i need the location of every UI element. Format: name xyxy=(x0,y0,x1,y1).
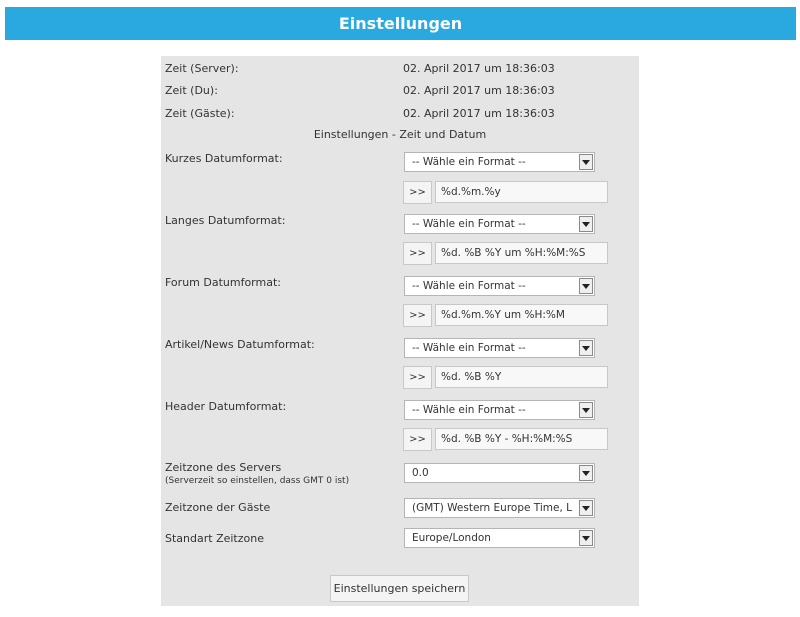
long-date-format-select-value: -- Wähle ein Format -- xyxy=(412,218,526,230)
short-date-format-select[interactable] xyxy=(404,152,595,172)
settings-panel xyxy=(161,56,639,606)
time-guests-label: Zeit (Gäste): xyxy=(165,107,235,120)
chevron-down-icon[interactable] xyxy=(579,530,593,546)
header-date-format-select[interactable] xyxy=(404,400,595,420)
short-date-format-apply-button[interactable]: >> xyxy=(403,181,432,204)
server-timezone-hint: (Serverzeit so einstellen, dass GMT 0 ist) xyxy=(165,476,350,486)
chevron-down-icon[interactable] xyxy=(579,402,593,418)
server-timezone-select[interactable] xyxy=(404,463,595,483)
header-date-format-input[interactable]: %d. %B %Y - %H:%M:%S xyxy=(435,428,608,450)
long-date-format-apply-button[interactable]: >> xyxy=(403,242,432,265)
forum-date-format-input[interactable]: %d.%m.%Y um %H:%M xyxy=(435,304,608,326)
long-date-format-label: Langes Datumformat: xyxy=(165,214,286,227)
server-timezone-label: Zeitzone des Servers xyxy=(165,461,282,474)
server-timezone-select-value: 0.0 xyxy=(412,467,429,479)
default-timezone-select-value: Europe/London xyxy=(412,532,491,544)
forum-date-format-select[interactable] xyxy=(404,276,595,296)
short-date-format-input[interactable]: %d.%m.%y xyxy=(435,181,608,203)
save-settings-button[interactable]: Einstellungen speichern xyxy=(330,575,469,602)
news-date-format-select-value: -- Wähle ein Format -- xyxy=(412,342,526,354)
guest-timezone-select[interactable] xyxy=(404,498,595,518)
header-date-format-label: Header Datumformat: xyxy=(165,400,287,413)
short-date-format-label: Kurzes Datumformat: xyxy=(165,152,283,165)
forum-date-format-label: Forum Datumformat: xyxy=(165,276,281,289)
chevron-down-icon[interactable] xyxy=(579,500,593,516)
chevron-down-icon[interactable] xyxy=(579,154,593,170)
section-title: Einstellungen - Zeit und Datum xyxy=(313,128,487,141)
news-date-format-input[interactable]: %d. %B %Y xyxy=(435,366,608,388)
default-timezone-select[interactable] xyxy=(404,528,595,548)
header-date-format-select-value: -- Wähle ein Format -- xyxy=(412,404,526,416)
header-date-format-apply-button[interactable]: >> xyxy=(403,428,432,451)
short-date-format-select-value: -- Wähle ein Format -- xyxy=(412,156,526,168)
long-date-format-input[interactable]: %d. %B %Y um %H:%M:%S xyxy=(435,242,608,264)
chevron-down-icon[interactable] xyxy=(579,216,593,232)
news-date-format-apply-button[interactable]: >> xyxy=(403,366,432,389)
page-header xyxy=(5,7,796,40)
forum-date-format-apply-button[interactable]: >> xyxy=(403,304,432,327)
chevron-down-icon[interactable] xyxy=(579,465,593,481)
time-user-label: Zeit (Du): xyxy=(165,84,218,97)
news-date-format-select[interactable] xyxy=(404,338,595,358)
time-guests-value: 02. April 2017 um 18:36:03 xyxy=(403,107,555,120)
guest-timezone-label: Zeitzone der Gäste xyxy=(165,501,271,514)
chevron-down-icon[interactable] xyxy=(579,278,593,294)
forum-date-format-select-value: -- Wähle ein Format -- xyxy=(412,280,526,292)
chevron-down-icon[interactable] xyxy=(579,340,593,356)
time-server-label: Zeit (Server): xyxy=(165,62,239,75)
default-timezone-label: Standart Zeitzone xyxy=(165,532,264,545)
news-date-format-label: Artikel/News Datumformat: xyxy=(165,338,315,351)
page-title: Einstellungen xyxy=(338,14,463,33)
long-date-format-select[interactable] xyxy=(404,214,595,234)
time-server-value: 02. April 2017 um 18:36:03 xyxy=(403,62,555,75)
guest-timezone-select-value: (GMT) Western Europe Time, L xyxy=(412,502,573,514)
time-user-value: 02. April 2017 um 18:36:03 xyxy=(403,84,555,97)
